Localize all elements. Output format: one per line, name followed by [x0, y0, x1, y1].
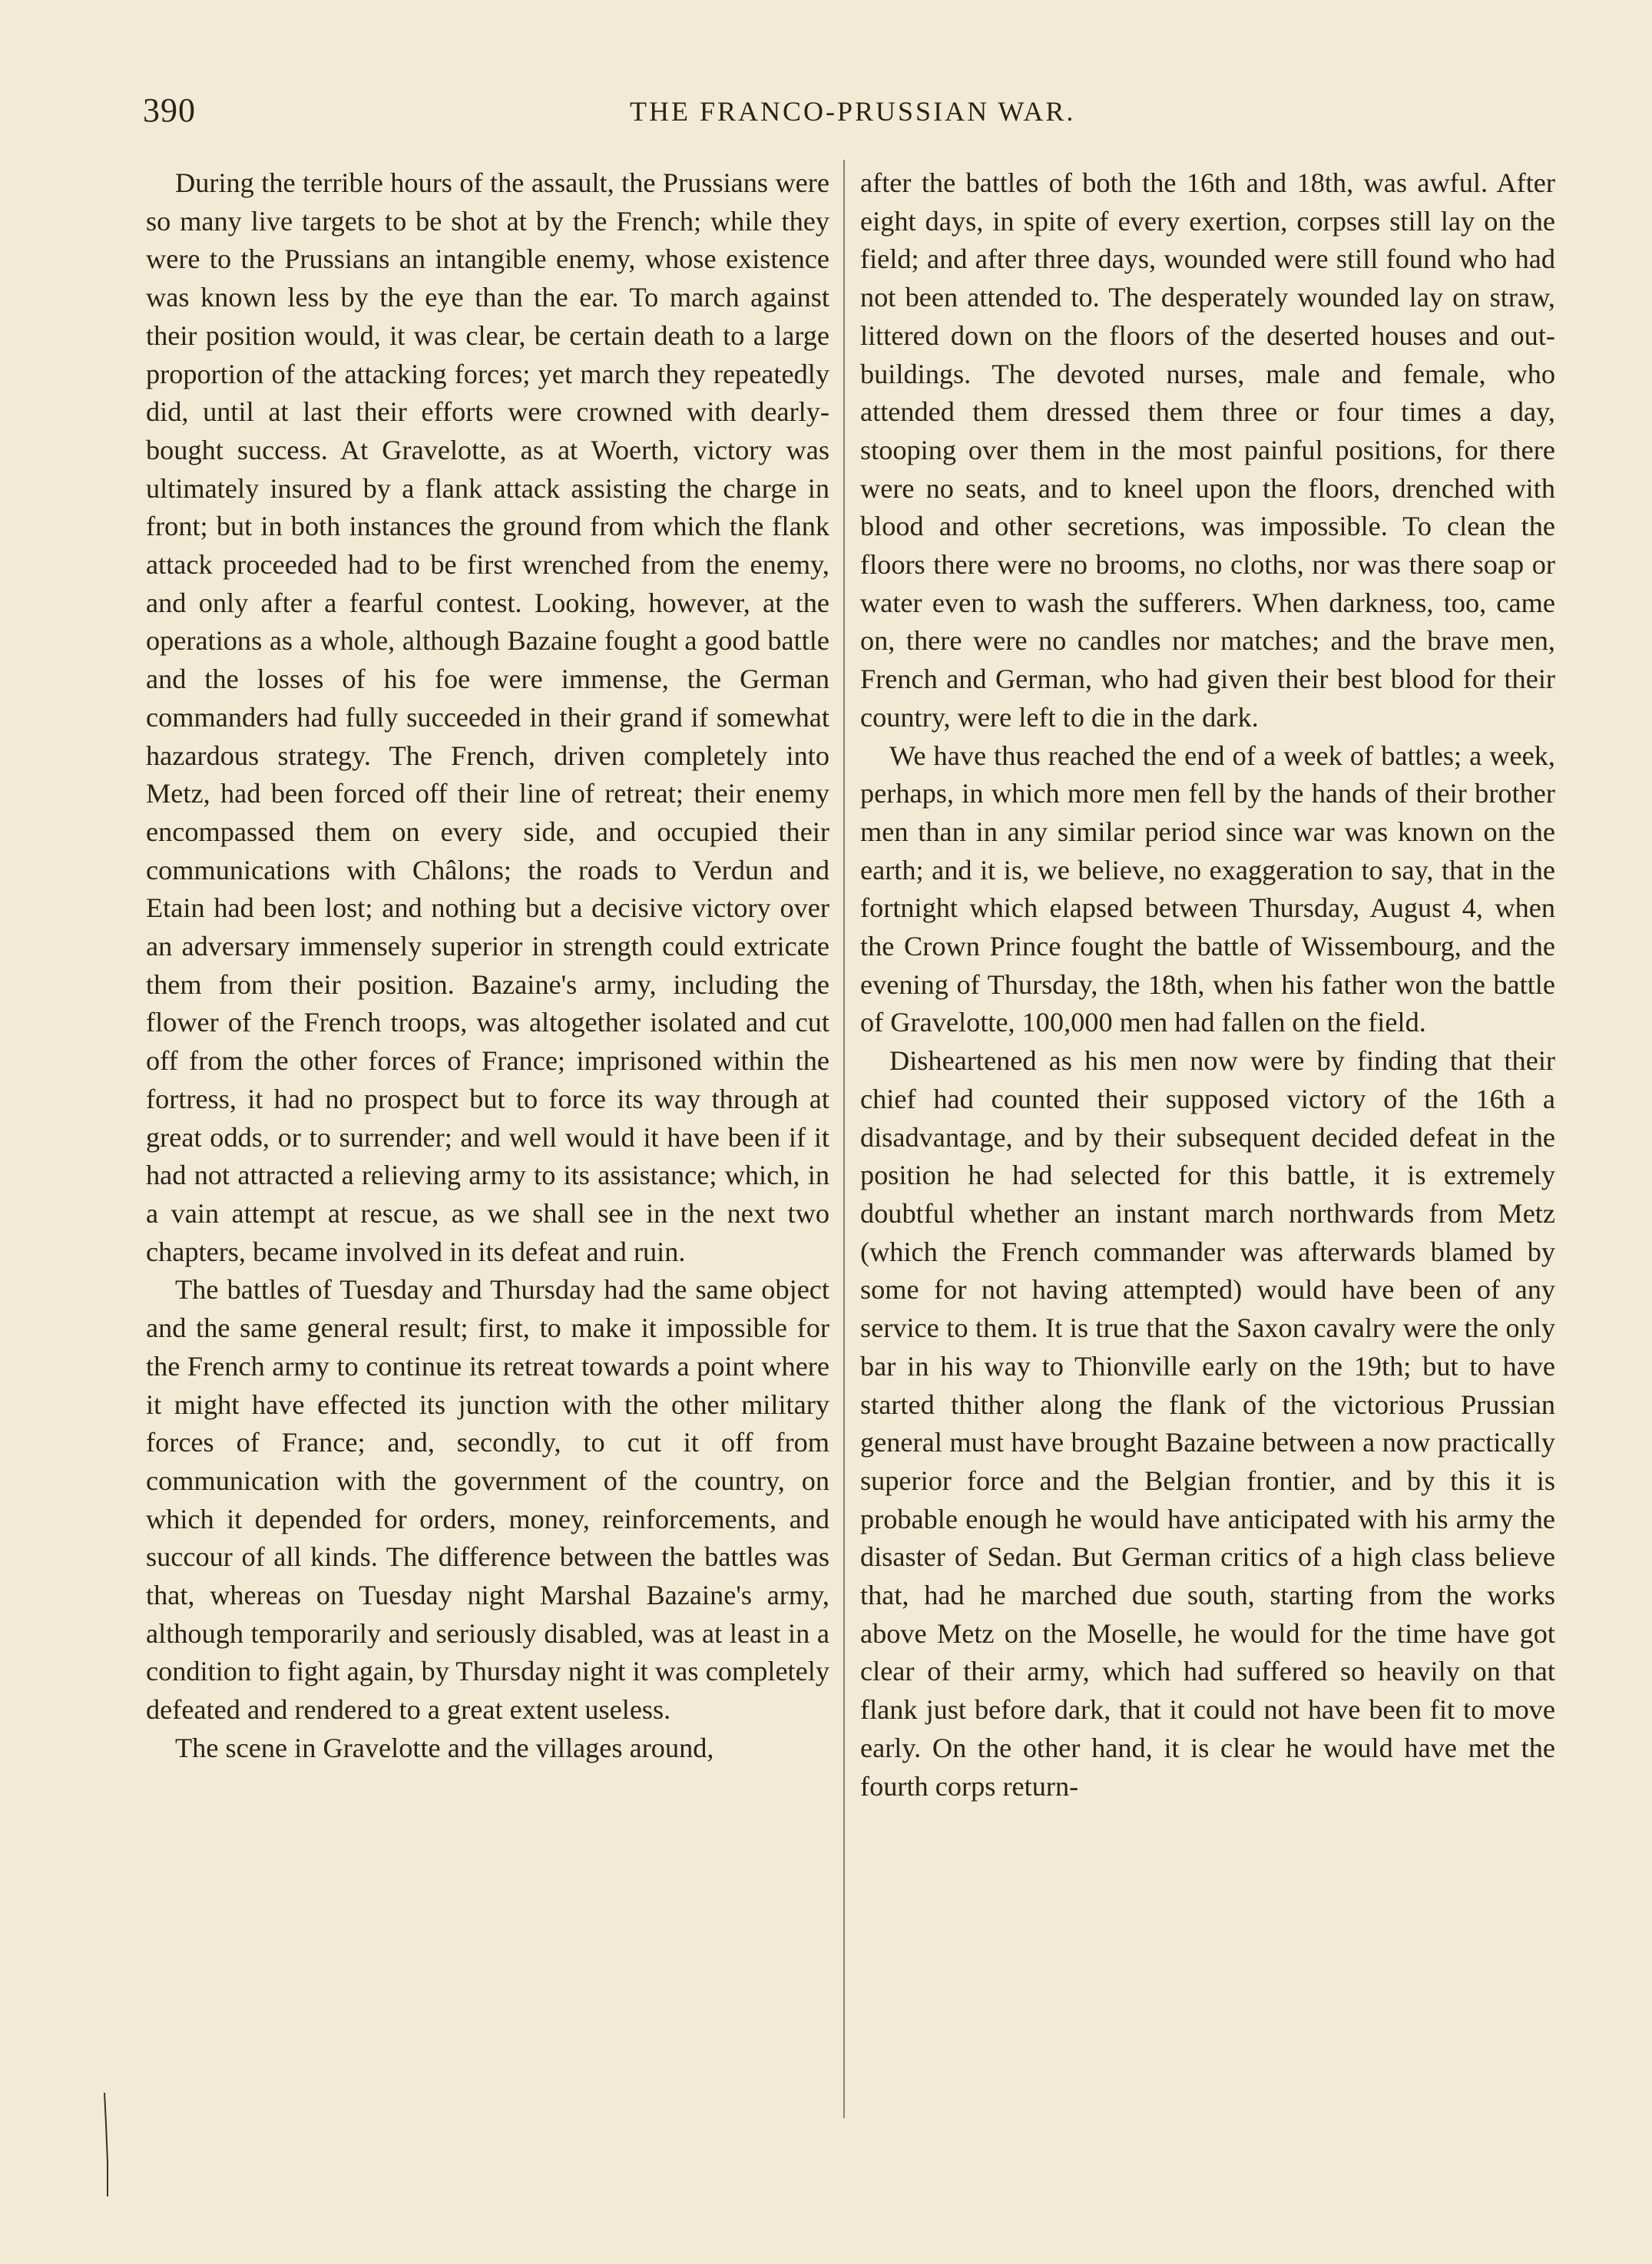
- right-paragraph-1: after the battles of both the 16th and 18th, was awful. After eight days, in spite of every exertion, corpses still lay on the field; and after three days, wounded were still found who had not been attended to. The desperately wounded lay on straw, littered down on the floors of the deserted houses and out-buildings. The devoted nurses, male and female, who attended them dressed them three or four times a day, stooping over them in the most painful positions, for there were no seats, and to kneel upon the floors, drenched with blood and other secretions, was impossible. To clean the floors there were no brooms, no cloths, nor was there soap or water even to wash the sufferers. When darkness, too, came on, there were no candles nor matches; and the brave men, French and German, who had given their best blood for their country, were left to die in the dark.: [860, 167, 1555, 733]
- right-column: [860, 164, 1555, 1806]
- running-head: THE FRANCO-PRUSSIAN WAR.: [630, 96, 1076, 127]
- left-paragraph-3: The scene in Gravelotte and the villages around,: [175, 1732, 714, 1763]
- right-paragraph-3: Disheartened as his men now were by finding that their chief had counted their supposed victory of the 16th a disadvantage, and by their subsequent decided defeat in the position he had selected for this battle, it is extremely doubtful whether an instant march northwards from Metz (which the French commander was afterwards blamed by some for not having attempted) would have been of any service to them. It is true that the Saxon cavalry were the only bar in his way to Thionville early on the 19th; but to have started thither along the flank of the victorious Prussian general must have brought Bazaine between a now practically superior force and the Belgian frontier, and by this it is probable enough he would have anticipated with his army the disaster of Sedan. But German critics of a high class believe that, had he marched due south, starting from the works above Metz on the Moselle, he would for the time have got clear of their army, which had suffered so heavily on that flank just before dark, that it could not have been fit to move early. On the other hand, it is clear he would have met the fourth corps return-: [860, 1045, 1555, 1802]
- left-column: [146, 164, 829, 1768]
- column-rule: [843, 160, 845, 2118]
- left-paragraph-2: The battles of Tuesday and Thursday had the same object and the same general result; first, to make it impossible for the French army to continue its retreat towards a point where it might have effected its junction with the other military forces of France; and, secondly, to cut it off from communication with the government of the country, on which it depended for orders, money, reinforcements, and succour of all kinds. The difference between the battles was that, whereas on Tuesday night Marshal Bazaine's army, although temporarily and seriously disabled, was at least in a condition to fight again, by Thursday night it was completely defeated and rendered to a great extent useless.: [146, 1274, 829, 1726]
- right-paragraph-2: We have thus reached the end of a week of battles; a week, perhaps, in which more men fell by the hands of their brother men than in any similar period since war was known on the earth; and it is, we believe, no exaggeration to say, that in the fortnight which elapsed between Thursday, August 4, when the Crown Prince fought the battle of Wissembourg, and the evening of Thursday, the 18th, when his father won the battle of Gravelotte, 100,000 men had fallen on the field.: [860, 740, 1555, 1038]
- left-paragraph-1: During the terrible hours of the assault, the Prussians were so many live targets to be shot at by the French; while they were to the Prussians an intangible enemy, whose existence was known less by the eye than the ear. To march against their position would, it was clear, be certain death to a large proportion of the attacking forces; yet march they repeatedly did, until at last their efforts were crowned with dearly-bought success. At Gravelotte, as at Woerth, victory was ultimately insured by a flank attack assisting the charge in front; but in both instances the ground from which the flank attack proceeded had to be first wrenched from the enemy, and only after a fearful contest. Looking, however, at the operations as a whole, although Bazaine fought a good battle and the losses of his foe were immense, the German commanders had fully succeeded in their grand if somewhat hazardous strategy. The French, driven completely into Metz, had been forced off their line of retreat; their enemy encompassed them on every side, and occupied their communications with Châlons; the roads to Verdun and Etain had been lost; and nothing but a decisive victory over an adversary immensely superior in strength could extricate them from their position. Bazaine's army, including the flower of the French troops, was altogether isolated and cut off from the other forces of France; imprisoned within the fortress, it had no prospect but to force its way through at great odds, or to surrender; and well would it have been if it had not attracted a relieving army to its assistance; which, in a vain attempt at rescue, as we shall see in the next two chapters, became involved in its defeat and ruin.: [146, 167, 829, 1267]
- margin-pencil-mark: [104, 2093, 108, 2196]
- page-number: 390: [143, 91, 196, 129]
